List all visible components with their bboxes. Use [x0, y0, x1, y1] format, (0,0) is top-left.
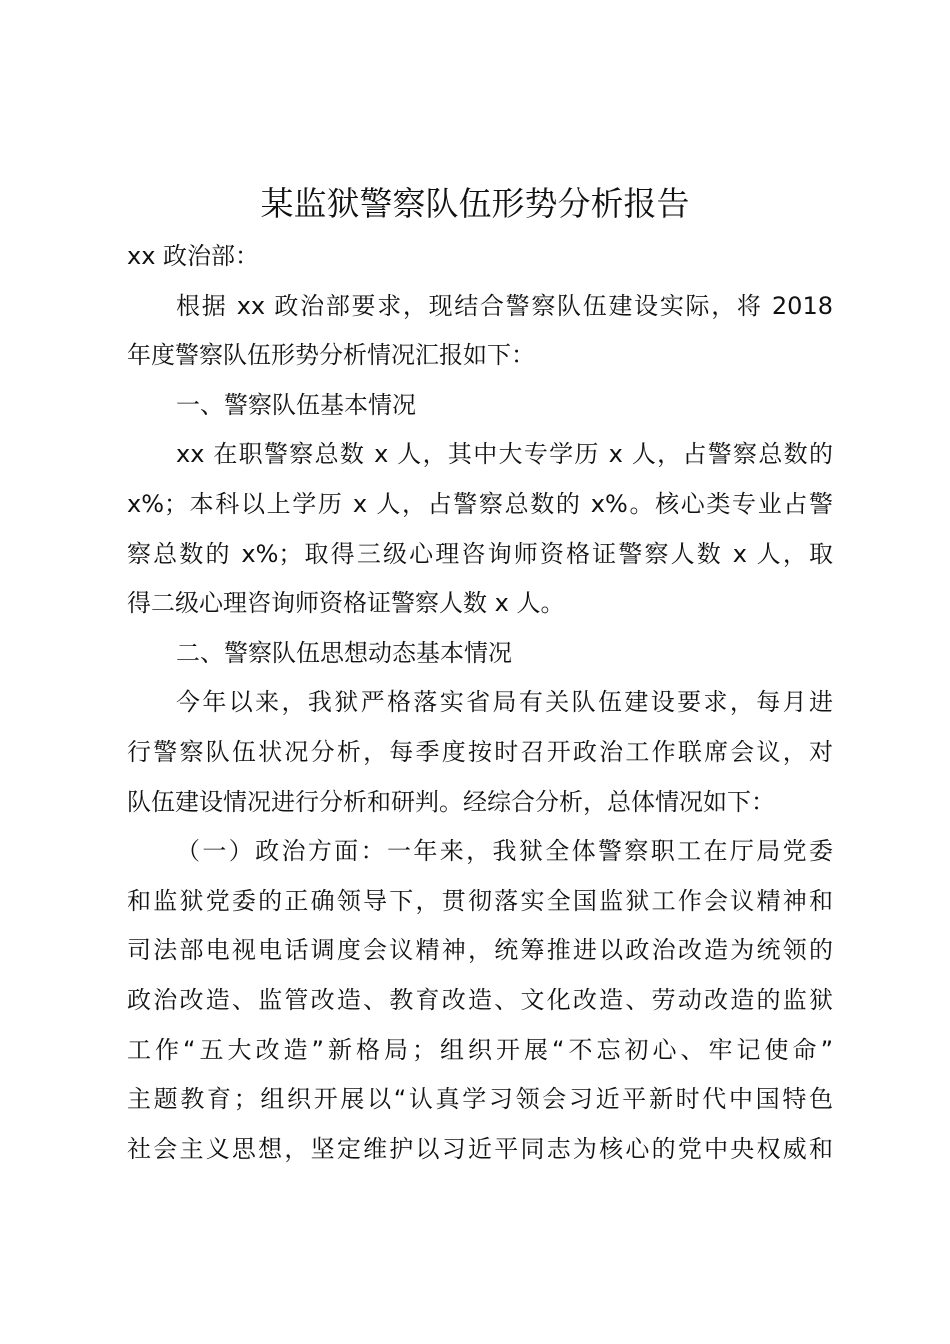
- text-line: 司法部电视电话调度会议精神，统筹推进以政治改造为统领的: [127, 936, 833, 965]
- text-line: 察总数的 x%；取得三级心理咨询师资格证警察人数 x 人，取: [127, 539, 833, 568]
- text-line: 行警察队伍状况分析，每季度按时召开政治工作联席会议，对: [127, 737, 833, 766]
- text-line: 二、警察队伍思想动态基本情况: [176, 638, 512, 667]
- text-line: 队伍建设情况进行分析和研判。经综合分析，总体情况如下：: [127, 787, 775, 816]
- text-line: xx 在职警察总数 x 人，其中大专学历 x 人，占警察总数的: [176, 440, 833, 469]
- text-line: 年度警察队伍形势分析情况汇报如下：: [127, 341, 535, 370]
- text-line: 社会主义思想，坚定维护以习近平同志为核心的党中央权威和: [127, 1134, 833, 1163]
- text-line: 和监狱党委的正确领导下，贯彻落实全国监狱工作会议精神和: [127, 886, 833, 915]
- text-line: 一、警察队伍基本情况: [176, 390, 416, 419]
- text-line: 根据 xx 政治部要求，现结合警察队伍建设实际，将 2018: [176, 291, 833, 320]
- document-title: 某监狱警察队伍形势分析报告: [260, 184, 690, 223]
- text-line: 今年以来，我狱严格落实省局有关队伍建设要求，每月进: [176, 688, 833, 717]
- text-line: （一）政治方面：一年来，我狱全体警察职工在厅局党委: [176, 837, 833, 866]
- text-line: 得二级心理咨询师资格证警察人数 x 人。: [127, 589, 565, 618]
- document-body: [127, 232, 833, 1174]
- text-line: 工作“五大改造”新格局；组织开展“不忘初心、牢记使命”: [127, 1035, 833, 1064]
- text-line: xx 政治部：: [127, 242, 260, 270]
- text-line: x%；本科以上学历 x 人，占警察总数的 x%。核心类专业占警: [127, 489, 833, 518]
- text-line: 主题教育；组织开展以“认真学习领会习近平新时代中国特色: [127, 1085, 833, 1114]
- text-line: 政治改造、监管改造、教育改造、文化改造、劳动改造的监狱: [127, 985, 833, 1014]
